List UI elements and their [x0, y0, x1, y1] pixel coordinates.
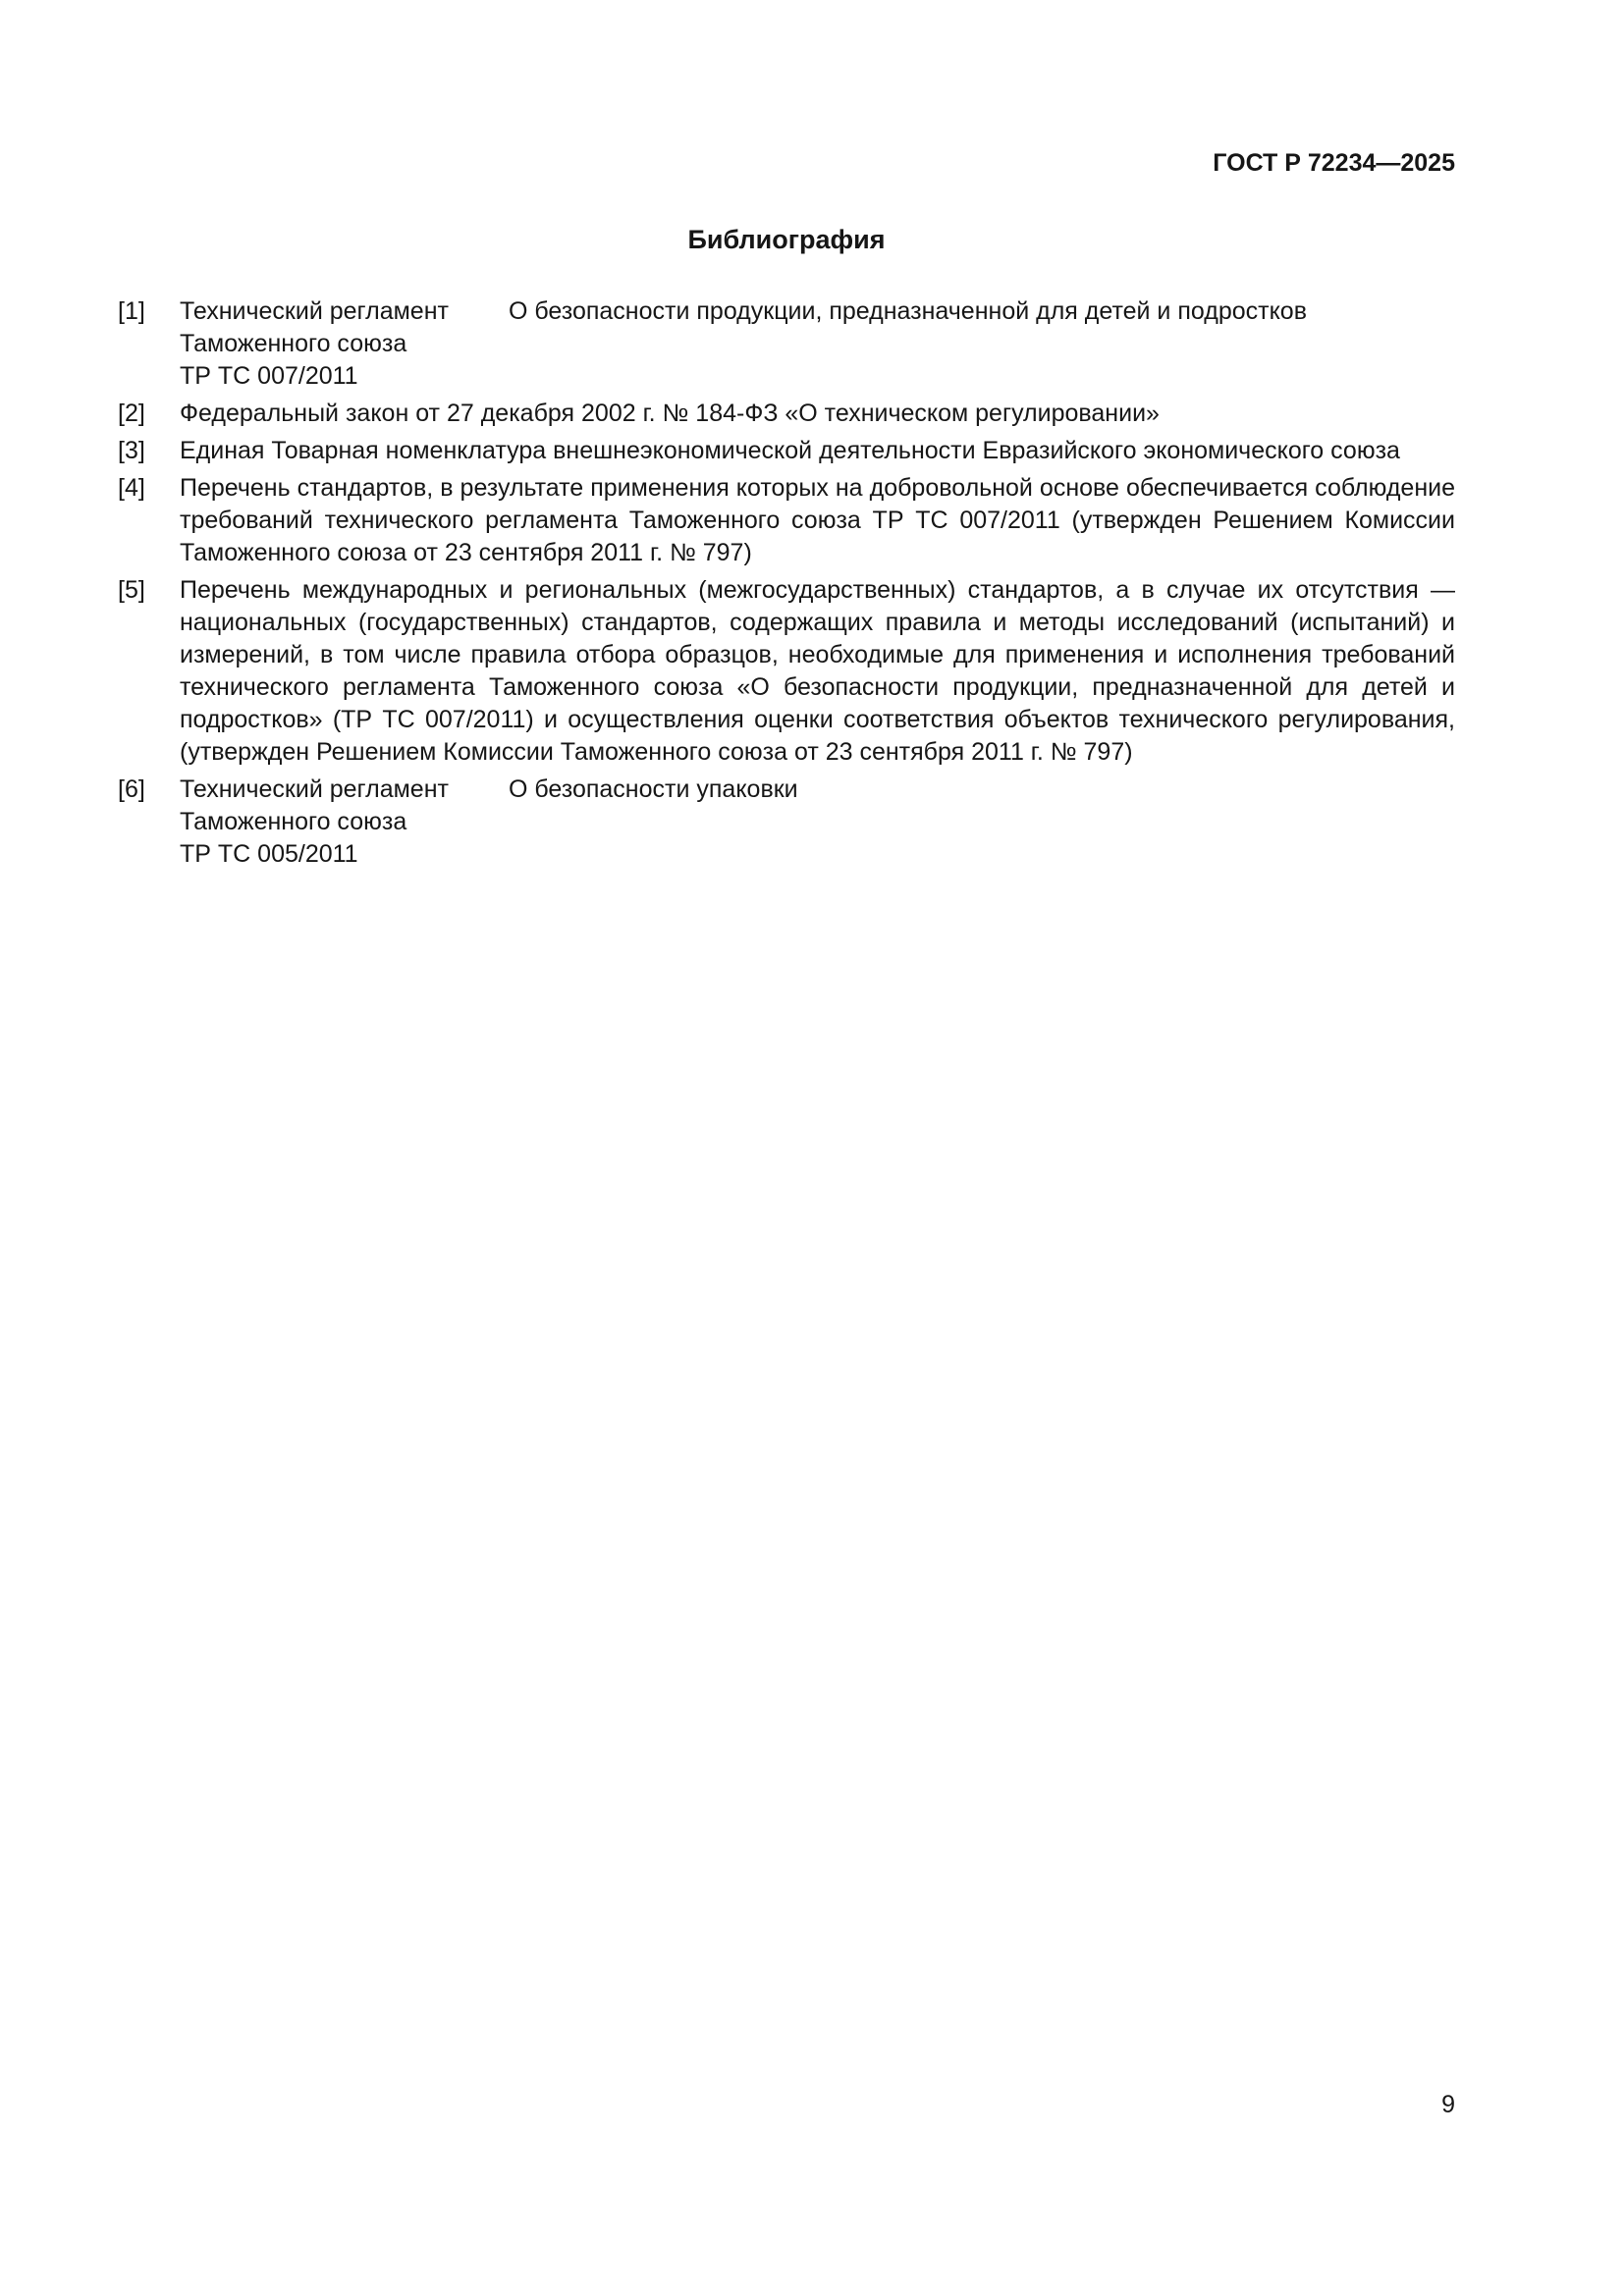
reference-text: Федеральный закон от 27 декабря 2002 г. № 184-ФЗ «О техническом регулировании» [180, 400, 1160, 427]
reference-text: Единая Товарная номенклатура внешнеэкономической деятельности Евразийского экономического союза [180, 437, 1400, 464]
page-number: 9 [1441, 2091, 1455, 2118]
reference-text: Перечень стандартов, в результате применения которых на добровольной основе обеспечивается соблюдение требований технического регламента Таможенного союза ТР ТС 007/2011 (утвержден Решением Комиссии Таможенного союза от 23 сентября 2011 г. № 797) [180, 474, 1455, 566]
reference-description: О безопасности упаковки [509, 775, 798, 803]
reference-regulation-name [180, 295, 509, 393]
reference-number: [5] [118, 576, 145, 604]
reference-entry-5 [118, 574, 1455, 769]
regulation-name-line: Технический регламент [180, 775, 449, 803]
bibliography-title: Библиография [687, 225, 886, 254]
regulation-name-line: Таможенного союза [180, 808, 407, 835]
reference-body [180, 774, 1455, 871]
reference-entry-4 [118, 472, 1455, 569]
reference-number: [4] [118, 474, 145, 502]
reference-body [180, 295, 1455, 393]
regulation-name-line: Технический регламент [180, 297, 449, 325]
reference-number: [2] [118, 400, 145, 427]
regulation-name-line: ТР ТС 005/2011 [180, 840, 358, 868]
reference-entry-2 [118, 398, 1455, 430]
reference-number: [6] [118, 775, 145, 803]
reference-entry-3 [118, 435, 1455, 467]
reference-regulation-name [180, 774, 509, 871]
regulation-name-line: ТР ТС 007/2011 [180, 362, 358, 390]
regulation-name-line: Таможенного союза [180, 330, 407, 357]
document-code: ГОСТ Р 72234—2025 [1213, 149, 1455, 177]
reference-description: О безопасности продукции, предназначенной для детей и подростков [509, 297, 1307, 325]
reference-text: Перечень международных и региональных (межгосударственных) стандартов, а в случае их отсутствия — национальных (государственных) стандартов, содержащих правила и методы исследований (испытаний) и измерений, в том числе правила отбора образцов, необходимые для применения и исполнения требований технического регламента Таможенного союза «О безопасности продукции, предназначенной для детей и подростков» (ТР ТС 007/2011) и осуществления оценки соответствия объектов технического регулирования, (утвержден Решением Комиссии Таможенного союза от 23 сентября 2011 г. № 797) [180, 576, 1455, 766]
reference-number: [1] [118, 297, 145, 325]
reference-number: [3] [118, 437, 145, 464]
page-content [118, 147, 1455, 876]
reference-entry-1 [118, 295, 1455, 393]
reference-entry-6 [118, 774, 1455, 871]
